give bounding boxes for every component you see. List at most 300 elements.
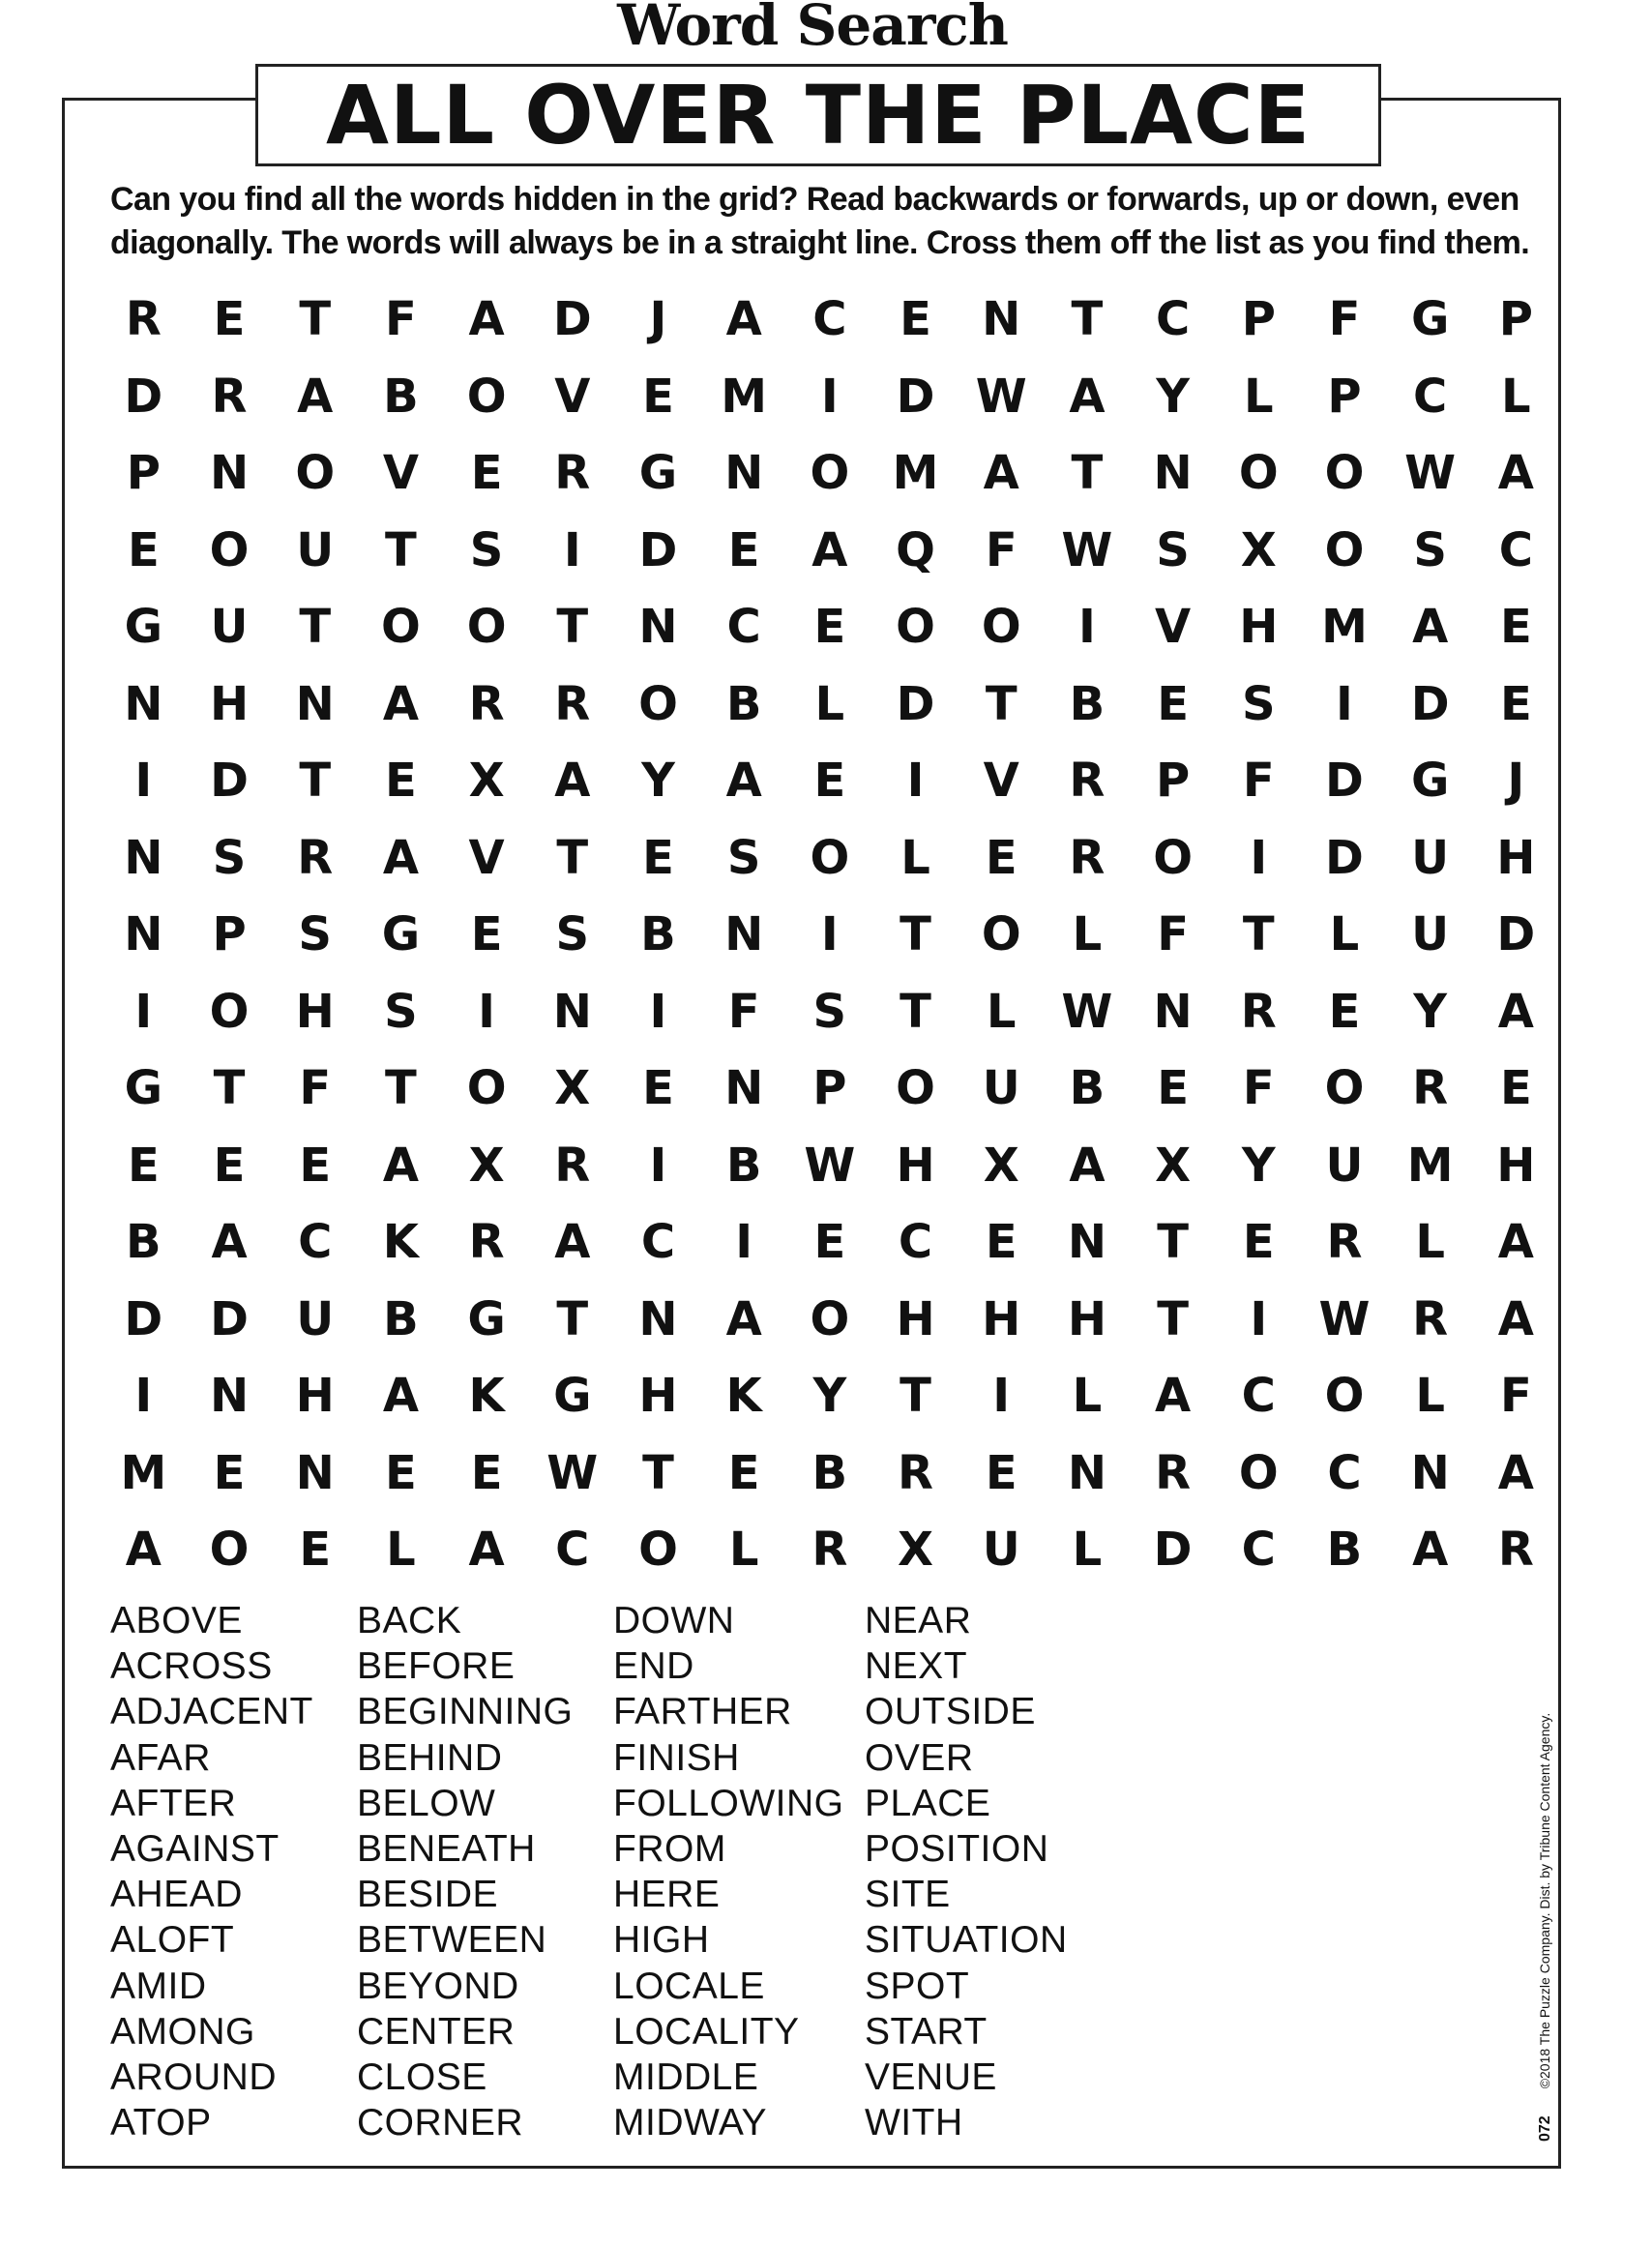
grid-cell[interactable]: K — [468, 1369, 505, 1423]
grid-cell[interactable]: I — [1336, 676, 1353, 731]
grid-cell[interactable]: O — [466, 1061, 507, 1115]
grid-cell[interactable]: W — [975, 369, 1027, 424]
grid-cell[interactable]: B — [725, 676, 762, 731]
grid-cell[interactable]: D — [1325, 830, 1364, 885]
grid-cell[interactable]: E — [642, 830, 674, 885]
grid-cell[interactable]: R — [811, 1523, 848, 1577]
grid-cell[interactable]: E — [813, 600, 846, 654]
grid-cell[interactable]: U — [210, 600, 249, 654]
grid-cell[interactable]: Y — [1413, 984, 1448, 1039]
grid-cell[interactable]: L — [1415, 1215, 1445, 1269]
grid-cell[interactable]: R — [1412, 1291, 1449, 1346]
grid-cell[interactable]: E — [127, 522, 160, 577]
grid-cell[interactable]: T — [385, 1061, 417, 1115]
grid-cell[interactable]: X — [898, 1523, 934, 1577]
grid-cell[interactable]: A — [983, 446, 1019, 500]
grid-cell[interactable]: T — [900, 1369, 931, 1423]
grid-cell[interactable]: O — [1324, 1369, 1365, 1423]
grid-cell[interactable]: O — [209, 984, 250, 1039]
grid-cell[interactable]: X — [983, 1138, 1019, 1193]
grid-cell[interactable]: N — [1067, 1445, 1106, 1500]
grid-cell[interactable]: A — [382, 1369, 419, 1423]
word-list-item[interactable]: ABOVE — [110, 1600, 243, 1641]
grid-cell[interactable]: B — [1326, 1523, 1363, 1577]
grid-cell[interactable]: O — [1324, 522, 1365, 577]
grid-cell[interactable]: D — [552, 292, 592, 346]
grid-cell[interactable]: A — [1497, 984, 1534, 1039]
grid-cell[interactable]: T — [299, 292, 332, 346]
grid-cell[interactable]: O — [1238, 1445, 1279, 1500]
word-list-item[interactable]: BEGINNING — [357, 1691, 574, 1733]
grid-cell[interactable]: R — [125, 292, 162, 346]
grid-cell[interactable]: E — [985, 830, 1018, 885]
grid-cell[interactable]: A — [297, 369, 334, 424]
grid-cell[interactable]: I — [820, 369, 839, 424]
word-list-item[interactable]: DOWN — [613, 1600, 735, 1641]
grid-cell[interactable]: M — [892, 446, 939, 500]
grid-cell[interactable]: X — [1155, 1138, 1192, 1193]
grid-cell[interactable]: Y — [812, 1369, 847, 1423]
word-list-item[interactable]: FINISH — [613, 1736, 740, 1779]
grid-cell[interactable]: G — [124, 600, 163, 654]
grid-cell[interactable]: A — [725, 1291, 762, 1346]
grid-cell[interactable]: H — [295, 984, 335, 1039]
grid-cell[interactable]: S — [298, 907, 332, 961]
grid-cell[interactable]: U — [1411, 830, 1450, 885]
word-list-item[interactable]: AROUND — [110, 2056, 278, 2099]
grid-cell[interactable]: A — [468, 292, 505, 346]
grid-cell[interactable]: P — [1498, 292, 1533, 346]
word-list-item[interactable]: BEYOND — [357, 1965, 519, 2007]
word-list-item[interactable]: NEAR — [865, 1600, 972, 1641]
grid-cell[interactable]: O — [381, 600, 421, 654]
grid-cell[interactable]: I — [1250, 1291, 1268, 1346]
grid-cell[interactable]: V — [983, 754, 1019, 808]
grid-cell[interactable]: S — [812, 984, 847, 1039]
grid-cell[interactable]: C — [1241, 1523, 1276, 1577]
grid-cell[interactable]: F — [1499, 1369, 1532, 1423]
grid-cell[interactable]: G — [381, 907, 421, 961]
grid-cell[interactable]: L — [1243, 369, 1274, 424]
grid-cell[interactable]: A — [1497, 1291, 1534, 1346]
grid-cell[interactable]: R — [898, 1445, 934, 1500]
word-list-item[interactable]: ADJACENT — [110, 1691, 313, 1733]
word-list-item[interactable]: FROM — [613, 1828, 726, 1871]
grid-cell[interactable]: I — [649, 1138, 667, 1193]
grid-cell[interactable]: O — [466, 600, 507, 654]
grid-cell[interactable]: T — [900, 984, 931, 1039]
grid-cell[interactable]: T — [299, 600, 332, 654]
word-list-item[interactable]: START — [865, 2010, 988, 2053]
word-list-item[interactable]: BETWEEN — [357, 1919, 547, 1962]
grid-cell[interactable]: A — [554, 1215, 591, 1269]
grid-cell[interactable]: C — [555, 1523, 590, 1577]
grid-cell[interactable]: O — [896, 600, 935, 654]
grid-cell[interactable]: O — [209, 1523, 250, 1577]
grid-cell[interactable]: R — [1069, 754, 1106, 808]
grid-cell[interactable]: H — [295, 1369, 335, 1423]
grid-cell[interactable]: T — [985, 676, 1018, 731]
grid-cell[interactable]: H — [1496, 830, 1536, 885]
grid-cell[interactable]: B — [1069, 676, 1106, 731]
grid-cell[interactable]: X — [1240, 522, 1277, 577]
grid-cell[interactable]: U — [982, 1523, 1020, 1577]
grid-cell[interactable]: E — [727, 1445, 760, 1500]
grid-cell[interactable]: N — [552, 984, 592, 1039]
grid-cell[interactable]: F — [299, 1061, 332, 1115]
grid-cell[interactable]: E — [299, 1138, 332, 1193]
word-list-item[interactable]: OVER — [865, 1736, 974, 1779]
grid-cell[interactable]: Y — [1241, 1138, 1276, 1193]
grid-cell[interactable]: E — [1499, 676, 1532, 731]
grid-cell[interactable]: Y — [641, 754, 675, 808]
grid-cell[interactable]: N — [295, 1445, 335, 1500]
grid-cell[interactable]: C — [1413, 369, 1448, 424]
grid-cell[interactable]: N — [1067, 1215, 1106, 1269]
grid-cell[interactable]: E — [1157, 676, 1189, 731]
grid-cell[interactable]: T — [556, 830, 589, 885]
grid-cell[interactable]: F — [1328, 292, 1361, 346]
grid-cell[interactable]: T — [642, 1445, 674, 1500]
word-list-item[interactable]: AHEAD — [110, 1874, 243, 1916]
grid-cell[interactable]: I — [134, 984, 153, 1039]
grid-cell[interactable]: R — [468, 1215, 505, 1269]
grid-cell[interactable]: A — [1497, 1215, 1534, 1269]
grid-cell[interactable]: A — [1412, 1523, 1449, 1577]
grid-cell[interactable]: N — [209, 1369, 250, 1423]
grid-cell[interactable]: N — [124, 830, 163, 885]
grid-cell[interactable]: E — [385, 1445, 417, 1500]
grid-cell[interactable]: A — [1069, 369, 1106, 424]
grid-cell[interactable]: F — [385, 292, 417, 346]
grid-cell[interactable]: N — [295, 676, 335, 731]
grid-cell[interactable]: R — [1155, 1445, 1192, 1500]
word-list-item[interactable]: SITE — [865, 1874, 951, 1916]
grid-cell[interactable]: F — [1157, 907, 1189, 961]
word-list-item[interactable]: CLOSE — [357, 2056, 487, 2099]
grid-cell[interactable]: N — [1153, 446, 1193, 500]
word-list-item[interactable]: ACROSS — [110, 1645, 273, 1688]
grid-cell[interactable]: A — [382, 676, 419, 731]
grid-cell[interactable]: L — [1072, 1369, 1103, 1423]
word-list-item[interactable]: AMONG — [110, 2010, 255, 2053]
grid-cell[interactable]: N — [638, 1291, 678, 1346]
word-list-item[interactable]: SPOT — [865, 1965, 970, 2007]
grid-cell[interactable]: E — [985, 1445, 1018, 1500]
grid-cell[interactable]: T — [299, 754, 332, 808]
grid-cell[interactable]: K — [725, 1369, 762, 1423]
grid-cell[interactable]: I — [906, 754, 925, 808]
grid-cell[interactable]: P — [1327, 369, 1362, 424]
grid-cell[interactable]: L — [900, 830, 930, 885]
grid-cell[interactable]: U — [1411, 907, 1450, 961]
grid-cell[interactable]: O — [1324, 1061, 1365, 1115]
grid-cell[interactable]: L — [386, 1523, 416, 1577]
word-list-item[interactable]: ATOP — [110, 2102, 212, 2144]
grid-cell[interactable]: C — [812, 292, 847, 346]
grid-cell[interactable]: O — [1153, 830, 1193, 885]
grid-cell[interactable]: J — [649, 292, 667, 346]
grid-cell[interactable]: R — [1240, 984, 1277, 1039]
word-list-item[interactable]: BACK — [357, 1600, 462, 1641]
grid-cell[interactable]: E — [813, 1215, 846, 1269]
word-list-item[interactable]: SITUATION — [865, 1919, 1068, 1962]
grid-cell[interactable]: C — [1498, 522, 1533, 577]
grid-cell[interactable]: G — [638, 446, 678, 500]
grid-cell[interactable]: N — [724, 907, 764, 961]
grid-cell[interactable]: I — [134, 1369, 153, 1423]
grid-cell[interactable]: M — [1321, 600, 1368, 654]
grid-cell[interactable]: E — [900, 292, 931, 346]
grid-cell[interactable]: G — [1410, 292, 1450, 346]
grid-cell[interactable]: R — [211, 369, 248, 424]
grid-cell[interactable]: R — [554, 1138, 591, 1193]
grid-cell[interactable]: A — [211, 1215, 248, 1269]
grid-cell[interactable]: C — [1327, 1445, 1362, 1500]
grid-cell[interactable]: E — [813, 754, 846, 808]
grid-cell[interactable]: S — [1156, 522, 1190, 577]
grid-cell[interactable]: A — [382, 1138, 419, 1193]
word-list-item[interactable]: VENUE — [865, 2056, 997, 2099]
grid-cell[interactable]: E — [213, 1445, 246, 1500]
grid-cell[interactable]: M — [120, 1445, 167, 1500]
grid-cell[interactable]: L — [1072, 907, 1103, 961]
grid-cell[interactable]: G — [1410, 754, 1450, 808]
grid-cell[interactable]: M — [1406, 1138, 1454, 1193]
grid-cell[interactable]: D — [638, 522, 678, 577]
grid-cell[interactable]: T — [900, 907, 931, 961]
grid-cell[interactable]: I — [649, 984, 667, 1039]
grid-cell[interactable]: E — [727, 522, 760, 577]
word-list-item[interactable]: AFTER — [110, 1782, 237, 1824]
grid-cell[interactable]: N — [124, 676, 163, 731]
grid-cell[interactable]: P — [1241, 292, 1276, 346]
grid-cell[interactable]: D — [210, 1291, 249, 1346]
word-list-item[interactable]: WITH — [865, 2102, 963, 2144]
grid-cell[interactable]: T — [1157, 1291, 1189, 1346]
word-list-item[interactable]: HIGH — [613, 1919, 710, 1962]
grid-cell[interactable]: F — [1242, 1061, 1275, 1115]
grid-cell[interactable]: A — [468, 1523, 505, 1577]
grid-cell[interactable]: C — [898, 1215, 933, 1269]
grid-cell[interactable]: H — [896, 1291, 935, 1346]
grid-cell[interactable]: D — [210, 754, 249, 808]
grid-cell[interactable]: E — [1242, 1215, 1275, 1269]
grid-cell[interactable]: L — [1329, 907, 1360, 961]
grid-cell[interactable]: O — [1238, 446, 1279, 500]
grid-cell[interactable]: A — [811, 522, 848, 577]
grid-cell[interactable]: R — [1069, 830, 1106, 885]
grid-cell[interactable]: E — [299, 1523, 332, 1577]
grid-cell[interactable]: S — [384, 984, 418, 1039]
grid-cell[interactable]: O — [810, 830, 850, 885]
word-list-item[interactable]: BEFORE — [357, 1645, 516, 1688]
grid-cell[interactable]: O — [638, 676, 678, 731]
grid-cell[interactable]: A — [1069, 1138, 1106, 1193]
grid-cell[interactable]: E — [1499, 600, 1532, 654]
word-list-item[interactable]: BEHIND — [357, 1736, 503, 1779]
grid-cell[interactable]: L — [1501, 369, 1531, 424]
grid-cell[interactable]: S — [469, 522, 504, 577]
grid-cell[interactable]: S — [1413, 522, 1447, 577]
grid-cell[interactable]: O — [810, 446, 850, 500]
grid-cell[interactable]: T — [213, 1061, 246, 1115]
grid-cell[interactable]: O — [896, 1061, 935, 1115]
grid-cell[interactable]: E — [470, 907, 503, 961]
grid-cell[interactable]: T — [556, 600, 589, 654]
grid-cell[interactable]: W — [1318, 1291, 1371, 1346]
grid-cell[interactable]: I — [563, 522, 581, 577]
grid-cell[interactable]: R — [1497, 1523, 1534, 1577]
grid-cell[interactable]: S — [1241, 676, 1276, 731]
grid-cell[interactable]: A — [725, 754, 762, 808]
grid-cell[interactable]: O — [295, 446, 336, 500]
grid-cell[interactable]: S — [726, 830, 761, 885]
grid-cell[interactable]: D — [896, 369, 935, 424]
word-list-item[interactable]: NEXT — [865, 1645, 968, 1688]
grid-cell[interactable]: X — [468, 754, 505, 808]
grid-cell[interactable]: L — [814, 676, 845, 731]
grid-cell[interactable]: O — [1324, 446, 1365, 500]
grid-cell[interactable]: E — [1499, 1061, 1532, 1115]
grid-cell[interactable]: B — [383, 369, 419, 424]
grid-cell[interactable]: C — [726, 600, 761, 654]
grid-cell[interactable]: H — [638, 1369, 678, 1423]
grid-cell[interactable]: E — [642, 1061, 674, 1115]
grid-cell[interactable]: L — [986, 984, 1017, 1039]
grid-cell[interactable]: B — [126, 1215, 162, 1269]
word-list-item[interactable]: BELOW — [357, 1782, 496, 1824]
grid-cell[interactable]: T — [1157, 1215, 1189, 1269]
grid-cell[interactable]: P — [126, 446, 161, 500]
word-list-item[interactable]: CENTER — [357, 2010, 516, 2053]
grid-cell[interactable]: X — [554, 1061, 591, 1115]
word-list-item[interactable]: BESIDE — [357, 1874, 499, 1916]
grid-cell[interactable]: P — [1156, 754, 1191, 808]
grid-cell[interactable]: B — [1069, 1061, 1106, 1115]
grid-cell[interactable]: N — [638, 600, 678, 654]
grid-cell[interactable]: U — [982, 1061, 1020, 1115]
grid-cell[interactable]: G — [553, 1369, 592, 1423]
grid-cell[interactable]: C — [298, 1215, 333, 1269]
grid-cell[interactable]: H — [896, 1138, 935, 1193]
grid-cell[interactable]: Q — [896, 522, 935, 577]
grid-cell[interactable]: N — [982, 292, 1021, 346]
grid-cell[interactable]: R — [297, 830, 334, 885]
grid-cell[interactable]: I — [1250, 830, 1268, 885]
grid-cell[interactable]: G — [124, 1061, 163, 1115]
grid-cell[interactable]: H — [1239, 600, 1279, 654]
grid-cell[interactable]: G — [467, 1291, 506, 1346]
grid-cell[interactable]: D — [124, 369, 163, 424]
grid-cell[interactable]: N — [724, 446, 764, 500]
grid-cell[interactable]: W — [1061, 522, 1113, 577]
grid-cell[interactable]: Y — [1156, 369, 1190, 424]
word-list-item[interactable]: FOLLOWING — [613, 1782, 844, 1824]
grid-cell[interactable]: W — [804, 1138, 856, 1193]
grid-cell[interactable]: O — [981, 600, 1021, 654]
grid-cell[interactable]: H — [209, 676, 250, 731]
grid-cell[interactable]: S — [555, 907, 590, 961]
grid-cell[interactable]: X — [468, 1138, 505, 1193]
grid-cell[interactable]: M — [721, 369, 768, 424]
grid-cell[interactable]: V — [554, 369, 591, 424]
grid-cell[interactable]: A — [382, 830, 419, 885]
grid-cell[interactable]: V — [382, 446, 419, 500]
grid-cell[interactable]: O — [638, 1523, 678, 1577]
grid-cell[interactable]: T — [1071, 292, 1104, 346]
grid-cell[interactable]: E — [213, 1138, 246, 1193]
grid-cell[interactable]: U — [1325, 1138, 1364, 1193]
grid-cell[interactable]: E — [470, 446, 503, 500]
grid-cell[interactable]: I — [478, 984, 496, 1039]
word-list-item[interactable]: END — [613, 1645, 694, 1688]
grid-cell[interactable]: D — [1325, 754, 1364, 808]
grid-cell[interactable]: E — [470, 1445, 503, 1500]
grid-cell[interactable]: B — [640, 907, 676, 961]
grid-cell[interactable]: O — [466, 369, 507, 424]
grid-cell[interactable]: R — [554, 676, 591, 731]
word-list-item[interactable]: LOCALE — [613, 1965, 765, 2007]
word-list-item[interactable]: AMID — [110, 1965, 207, 2007]
grid-cell[interactable]: E — [642, 369, 674, 424]
word-list-item[interactable]: LOCALITY — [613, 2010, 800, 2053]
grid-cell[interactable]: W — [1061, 984, 1113, 1039]
grid-cell[interactable]: D — [124, 1291, 163, 1346]
grid-cell[interactable]: B — [383, 1291, 419, 1346]
grid-cell[interactable]: H — [1067, 1291, 1106, 1346]
grid-cell[interactable]: A — [1412, 600, 1449, 654]
grid-cell[interactable]: A — [725, 292, 762, 346]
grid-cell[interactable]: E — [213, 292, 246, 346]
grid-cell[interactable]: B — [725, 1138, 762, 1193]
word-list-item[interactable]: CORNER — [357, 2102, 524, 2144]
grid-cell[interactable]: E — [127, 1138, 160, 1193]
word-list-item[interactable]: HERE — [613, 1874, 721, 1916]
grid-cell[interactable]: L — [728, 1523, 759, 1577]
grid-cell[interactable]: C — [640, 1215, 676, 1269]
grid-cell[interactable]: S — [212, 830, 247, 885]
word-list-item[interactable]: POSITION — [865, 1828, 1049, 1871]
grid-cell[interactable]: T — [1071, 446, 1104, 500]
grid-cell[interactable]: I — [735, 1215, 753, 1269]
grid-cell[interactable]: W — [1404, 446, 1457, 500]
grid-cell[interactable]: I — [992, 1369, 1011, 1423]
grid-cell[interactable]: E — [385, 754, 417, 808]
grid-cell[interactable]: V — [468, 830, 505, 885]
grid-cell[interactable]: E — [1328, 984, 1361, 1039]
grid-cell[interactable]: A — [125, 1523, 162, 1577]
word-list-item[interactable]: MIDWAY — [613, 2102, 767, 2144]
grid-cell[interactable]: I — [134, 754, 153, 808]
grid-cell[interactable]: O — [209, 522, 250, 577]
grid-cell[interactable]: O — [981, 907, 1021, 961]
grid-cell[interactable]: L — [1072, 1523, 1103, 1577]
grid-cell[interactable]: R — [468, 676, 505, 731]
grid-cell[interactable]: E — [1157, 1061, 1189, 1115]
word-list-item[interactable]: OUTSIDE — [865, 1691, 1036, 1733]
grid-cell[interactable]: V — [1155, 600, 1192, 654]
grid-cell[interactable]: F — [985, 522, 1018, 577]
grid-cell[interactable]: D — [1153, 1523, 1193, 1577]
grid-cell[interactable]: H — [1496, 1138, 1536, 1193]
grid-cell[interactable]: N — [724, 1061, 764, 1115]
grid-cell[interactable]: F — [727, 984, 760, 1039]
word-list-item[interactable]: PLACE — [865, 1782, 991, 1824]
grid-cell[interactable]: P — [212, 907, 247, 961]
grid-cell[interactable]: F — [1242, 754, 1275, 808]
word-list-item[interactable]: AFAR — [110, 1736, 211, 1779]
